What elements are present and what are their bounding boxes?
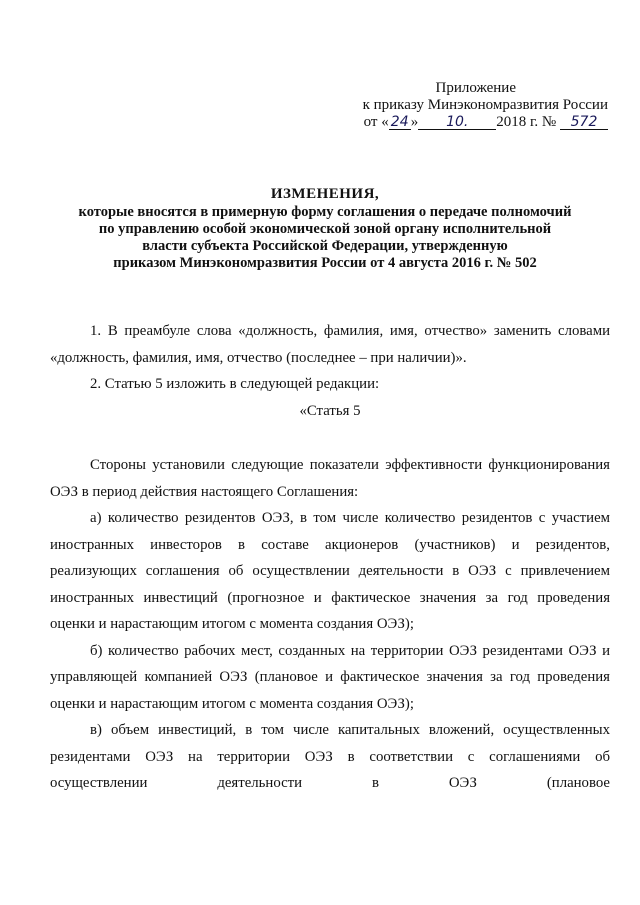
appendix-header [308,80,608,131]
document-title [60,186,590,272]
paragraph-2: 2. Статью 5 изложить в следующей редакции: [90,376,380,392]
date-prefix: от « [363,114,389,130]
handwritten-month: 10. [418,115,496,130]
title-line-2: по управлению особой экономической зоной органу исполнительной [98,221,552,237]
date-quote-close: » [410,114,419,130]
title-line-3: власти субъекта Российской Федерации, утвержденную [142,238,508,254]
item-a: а) количество резидентов ОЭЗ, в том числе количество резидентов с участием иностранных инвесторов в составе акционеров (участников) и резидентов, реализующих соглашения об осуществлении деятельности в ОЭЗ с привлечением иностранных инвестиций (прогнозное и фактическое значения за год проведения оценки и нарастающим итогом с момента создания ОЭЗ); [50,510,610,632]
title-main: ИЗМЕНЕНИЯ, [270,186,380,202]
item-c: в) объем инвестиций, в том числе капитальных вложений, осуществленных резидентами ОЭЗ на территории ОЭЗ в соответствии с соглашениями об осуществлении деятельности в ОЭЗ (плановое [50,722,610,791]
appendix-title: Приложение [435,80,516,96]
document-body [50,318,610,797]
paragraph-1: 1. В преамбуле слова «должность, фамилия, имя, отчество» заменить словами «должность, фамилия, имя, отчество (последнее – при наличии)». [50,323,610,366]
title-line-4: приказом Минэкономразвития России от 4 августа 2016 г. № 502 [113,255,537,271]
handwritten-day: 24 [389,115,411,130]
appendix-date-line [308,114,608,131]
year-text: 2018 г. № [496,114,557,130]
item-b: б) количество рабочих мест, созданных на территории ОЭЗ резидентами ОЭЗ и управляющей компанией ОЭЗ (плановое и фактическое значения за год проведения оценки и нарастающим итогом с момента создания ОЭЗ); [50,642,610,712]
handwritten-number: 572 [560,115,608,130]
title-line-1: которые вносятся в примерную форму соглашения о передаче полномочий [78,204,572,220]
appendix-order-ref: к приказу Минэкономразвития России [362,97,608,113]
article-heading: «Статья 5 [299,402,361,419]
paragraph-3: Стороны установили следующие показатели эффективности функционирования ОЭЗ в период действия настоящего Соглашения: [50,457,610,500]
